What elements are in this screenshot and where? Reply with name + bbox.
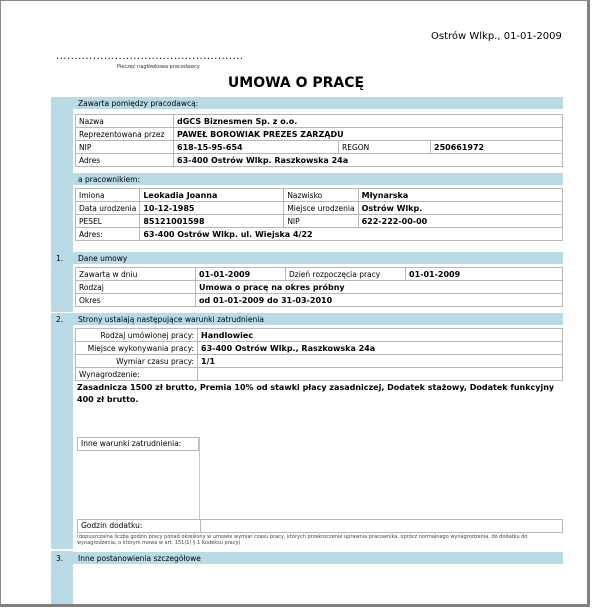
stamp-dots: ................................................... [56, 51, 244, 62]
start-date-value[interactable]: 01-01-2009 [406, 268, 563, 281]
contract-period-value[interactable]: od 01-01-2009 do 31-03-2010 [196, 294, 563, 307]
salary-label: Wynagrodzenie: [76, 368, 198, 381]
stamp-label: Pieczęć nagłówkowa pracodawcy [117, 64, 200, 70]
work-type-value[interactable]: Handlowiec [198, 329, 563, 342]
employee-dob-value[interactable]: 10-12-1985 [140, 202, 284, 215]
employee-first-value[interactable]: Leokadia Joanna [140, 189, 284, 202]
contract-date-value[interactable]: 01-01-2009 [196, 268, 286, 281]
section-1-number: 1. [56, 254, 64, 263]
section-3-number: 3. [56, 554, 64, 563]
employee-pesel-label: PESEL [76, 215, 140, 228]
section-2-table [75, 328, 563, 381]
number-column-parties [51, 97, 73, 253]
employee-heading: a pracownikiem: [73, 173, 563, 185]
employer-rep-value[interactable]: PAWEŁ BOROWIAK PREZES ZARZĄDU [174, 128, 563, 141]
work-place-value[interactable]: 63-400 Ostrów Wlkp., Raszkowska 24a [198, 342, 563, 355]
employee-nip-label: NIP [284, 215, 358, 228]
overtime-label: Godzin dodatku: [77, 519, 201, 533]
employer-name-label: Nazwa [76, 115, 174, 128]
employer-nip-label: NIP [76, 141, 174, 154]
section-1-table [75, 267, 563, 307]
section-2-heading: Strony ustalają następujące warunki zatrudnienia [73, 313, 563, 325]
employer-address-label: Adres [76, 154, 174, 167]
contract-type-label: Rodzaj [76, 281, 196, 294]
contract-date-label: Zawarta w dniu [76, 268, 196, 281]
employer-address-value[interactable]: 63-400 Ostrów Wlkp. Raszkowska 24a [174, 154, 563, 167]
employer-regon-label: REGON [339, 141, 431, 154]
contract-type-value[interactable]: Umowa o pracę na okres próbny [196, 281, 563, 294]
document-title: UMOWA O PRACĘ [227, 75, 365, 91]
salary-text[interactable]: Zasadnicza 1500 zł brutto, Premia 10% od stawki płacy zasadniczej, Dodatek stażowy, Dodatek funkcyjny 400 zł brutto. [77, 383, 555, 404]
employer-name-value[interactable]: dGCS Biznesmen Sp. z o.o. [174, 115, 563, 128]
section-2-number: 2. [56, 315, 64, 324]
place-date: Ostrów Wlkp., 01-01-2009 [431, 31, 562, 42]
section-1-heading: Dane umowy [73, 252, 563, 264]
employee-dob-label: Data urodzenia [76, 202, 140, 215]
employee-last-label: Nazwisko [284, 189, 358, 202]
contract-period-label: Okres [76, 294, 196, 307]
employee-nip-value[interactable]: 622-222-00-00 [358, 215, 562, 228]
overtime-note: (dopuszczalna liczba godzin pracy ponad określony w umowie wymiar czasu pracy, których przekroczenie uprawnia pracownika, oprócz normalnego wynagrodzenia, do dodatku do wynagrodzenia, o którym mowa w art. 151(1) § 1 Kodeksu pracy) [77, 534, 528, 546]
employee-pob-label: Miejsce urodzenia [284, 202, 358, 215]
employee-pesel-value[interactable]: 85121001598 [140, 215, 284, 228]
employee-address-value[interactable]: 63-400 Ostrów Wlkp. ul. Wiejska 4/22 [140, 228, 563, 241]
work-place-label: Miejsce wykonywania pracy: [76, 342, 198, 355]
section-3-heading: Inne postanowienia szczegółowe [73, 552, 563, 564]
employee-pob-value[interactable]: Ostrów Wlkp. [358, 202, 562, 215]
employer-heading: Zawarta pomiędzy pracodawcą: [73, 97, 563, 109]
employer-rep-label: Reprezentowana przez [76, 128, 174, 141]
employee-table [75, 188, 563, 241]
employee-address-label: Adres: [76, 228, 140, 241]
other-terms-divider [199, 437, 200, 519]
overtime-input[interactable] [200, 519, 563, 533]
number-column-section-2 [51, 313, 73, 549]
employer-nip-value[interactable]: 618-15-95-654 [174, 141, 339, 154]
work-hours-value[interactable]: 1/1 [198, 355, 563, 368]
employee-first-label: Imiona [76, 189, 140, 202]
work-hours-label: Wymiar czasu pracy: [76, 355, 198, 368]
employee-last-value[interactable]: Młynarska [358, 189, 562, 202]
work-type-label: Rodzaj umówionej pracy: [76, 329, 198, 342]
employer-table [75, 114, 563, 167]
salary-empty [198, 368, 563, 381]
other-terms-label: Inne warunki zatrudnienia: [77, 437, 199, 451]
employer-regon-value[interactable]: 250661972 [431, 141, 563, 154]
start-date-label: Dzień rozpoczęcia pracy [286, 268, 406, 281]
